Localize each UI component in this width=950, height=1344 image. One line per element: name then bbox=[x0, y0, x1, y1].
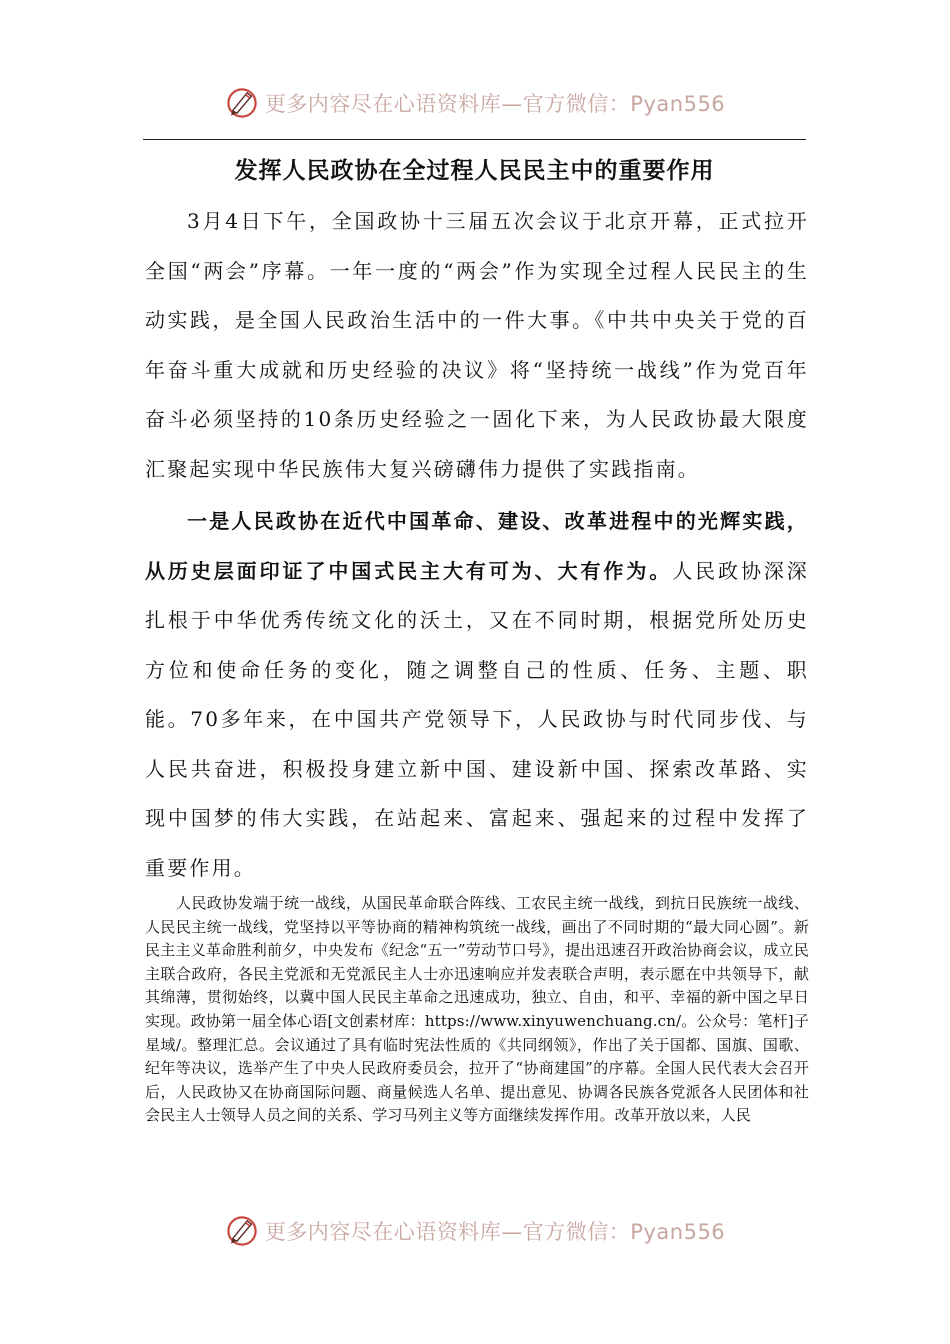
paragraph-history bbox=[145, 497, 809, 893]
paragraph-united-front: 人民政协发端于统一战线，从国民革命联合阵线、工农民主统一战线，到抗日民族统一战线、人民民主统一战线，党坚持以平等协商的精神构筑统一战线，画出了不同时期的“最大同心圆”。新民主主义革命胜利前夕，中央发布《纪念“五一”劳动节口号》，提出迅速召开政治协商会议，成立民主联合政府，各民主党派和无党派民主人士亦迅速响应并发表联合声明，表示愿在中共领导下，献其绵薄，贯彻始终，以冀中国人民民主革命之迅速成功，独立、自由，和平、幸福的新中国之早日实现。政协第一届全体心语[文创素材库：https://www.xinyuwenchuang.cn/。公众号：笔杆]子星域/。整理汇总。会议通过了具有临时宪法性质的《共同纲领》，作出了关于国都、国旗、国歌、纪年等决议，选举产生了中央人民政府委员会，拉开了“协商建国”的序幕。全国人民代表大会召开后，人民政协又在协商国际问题、商量候选人名单、提出意见、协调各民族各党派各人民团体和社会民主人士领导人员之间的关系、学习马列主义等方面继续发挥作用。改革开放以来，人民 bbox=[145, 894, 809, 1125]
paragraph-history-body: 人民政协深深扎根于中华优秀传统文化的沃土，又在不同时期，根据党所处历史方位和使命任务的变化，随之调整自己的性质、任务、主题、职能。70多年来，在中国共产党领导下，人民政协与时代同步伐、与人民共奋进，积极投身建立新中国、建设新中国、探索改革路、实现中国梦的伟大实践，在站起来、富起来、强起来的过程中发挥了重要作用。 bbox=[145, 558, 809, 880]
footer-banner bbox=[0, 1208, 950, 1254]
header-banner-text: 更多内容尽在心语资料库—官方微信：Pyan556 bbox=[264, 92, 726, 116]
pen-circle-logo-icon bbox=[225, 1214, 259, 1248]
header-divider bbox=[143, 139, 806, 140]
footer-banner-text: 更多内容尽在心语资料库—官方微信：Pyan556 bbox=[264, 1220, 726, 1244]
header-banner bbox=[0, 80, 950, 126]
document-title: 发挥人民政协在全过程人民民主中的重要作用 bbox=[234, 158, 715, 184]
pen-circle-logo-icon bbox=[225, 86, 259, 120]
paragraph-history-lead: 一是人民政协在近代中国革命、建设、改革进程中的光辉实践，从历史层面印证了中国式民主大有可为、大有作为。 bbox=[145, 509, 809, 583]
paragraph-intro: 3月4日下午，全国政协十三届五次会议于北京开幕，正式拉开全国“两会”序幕。一年一度的“两会”作为实现全过程人民民主的生动实践，是全国人民政治生活中的一件大事。《中共中央关于党的百年奋斗重大成就和历史经验的决议》将“坚持统一战线”作为党百年奋斗必须坚持的10条历史经验之一固化下来，为人民政协最大限度汇聚起实现中华民族伟大复兴磅礴伟力提供了实践指南。 bbox=[145, 209, 809, 481]
